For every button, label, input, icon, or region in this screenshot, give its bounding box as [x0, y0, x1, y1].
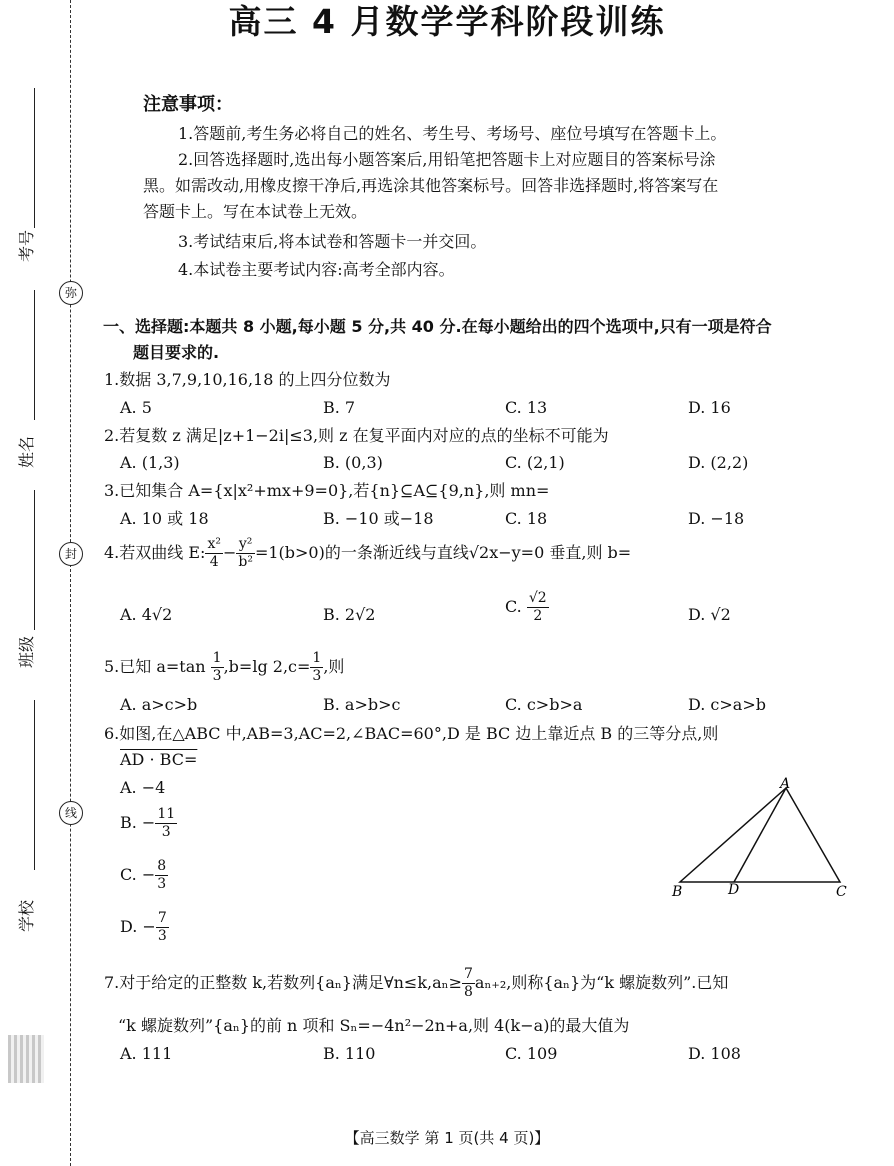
- q5-stem-post: ,则: [323, 657, 345, 676]
- notice-item-2b: 黑。如需改动,用橡皮擦干净后,再选涂其他答案标号。回答非选择题时,将答案写在: [143, 176, 719, 195]
- q5-frac1-num: 1: [212, 650, 222, 666]
- q5-frac2-den: 3: [312, 668, 322, 684]
- q7-option-c: C. 109: [505, 1044, 558, 1063]
- q2-option-d: D. (2,2): [688, 453, 749, 472]
- q2-stem: 2.若复数 z 满足|z+1−2i|≤3,则 z 在复平面内对应的点的坐标不可能为: [104, 426, 609, 445]
- q7-frac-den: 8: [463, 984, 473, 1000]
- q7-option-a: A. 111: [120, 1044, 173, 1063]
- q5-stem-mid: ,b=lg 2,c=: [223, 657, 311, 676]
- q4-c-den: 2: [533, 608, 543, 624]
- notice-item-3: 3.考试结束后,将本试卷和答题卡一并交回。: [178, 232, 487, 251]
- q5-option-b: B. a>b>c: [323, 695, 401, 714]
- q4-option-b: B. 2√2: [323, 605, 376, 624]
- q4-option-a: A. 4√2: [120, 605, 173, 624]
- q7-option-b: B. 110: [323, 1044, 376, 1063]
- q7-stem1-pre: 7.对于给定的正整数 k,若数列{aₙ}满足∀n≤k,aₙ≥: [104, 973, 462, 992]
- q3-option-d: D. −18: [688, 509, 745, 528]
- q5-frac1-den: 3: [212, 668, 222, 684]
- q1-option-a: A. 5: [120, 398, 152, 417]
- vertex-b-label: B: [672, 884, 683, 900]
- q4-fraction-1: [205, 536, 223, 571]
- q1-stem: 1.数据 3,7,9,10,16,18 的上四分位数为: [104, 370, 391, 389]
- q6-option-d-fraction: [156, 910, 169, 945]
- notice-item-2a: 2.回答选择题时,选出每小题答案后,用铅笔把答题卡上对应题目的答案标号涂: [178, 150, 716, 169]
- seal-mark-xian: 线: [59, 801, 83, 825]
- q5-frac2-num: 1: [312, 650, 322, 666]
- page-footer: 【高三数学 第 1 页(共 4 页)】: [344, 1129, 550, 1147]
- q4-option-c: [505, 590, 549, 625]
- notice-item-1: 1.答题前,考生务必将自己的姓名、考生号、考场号、座位号填写在答题卡上。: [178, 124, 727, 143]
- q6-d-num: 7: [157, 910, 167, 926]
- q5-stem-pre: 5.已知 a=tan: [104, 657, 206, 676]
- q3-option-a: A. 10 或 18: [120, 509, 209, 528]
- q6-option-b-prefix: B. −: [120, 813, 156, 832]
- q5-fraction-2: [310, 650, 323, 685]
- q7-stem-line1: [104, 966, 728, 1001]
- q4-frac2-den: b²: [238, 554, 253, 570]
- q7-stem1-post: aₙ₊₂,则称{aₙ}为“k 螺旋数列”.已知: [474, 973, 729, 992]
- q7-stem-line2: “k 螺旋数列”{aₙ}的前 n 项和 Sₙ=−4n²−2n+a,则 4(k−a)的最大值为: [118, 1016, 630, 1035]
- q6-option-a: A. −4: [120, 778, 166, 797]
- q6-option-b-fraction: [155, 806, 177, 841]
- q4-frac2-num: y²: [236, 536, 255, 554]
- notice-item-4: 4.本试卷主要考试内容:高考全部内容。: [178, 260, 455, 279]
- q6-option-c: [120, 858, 168, 893]
- q4-stem: [104, 536, 631, 571]
- vertex-a-label: A: [780, 776, 791, 792]
- exam-number-blank: [34, 88, 35, 228]
- vertex-c-label: C: [836, 884, 847, 900]
- seal-mark-feng: 封: [59, 542, 83, 566]
- q4-fraction-2: [236, 536, 255, 571]
- q2-option-c: C. (2,1): [505, 453, 565, 472]
- point-d-label: D: [728, 882, 740, 898]
- q4-minus: −: [222, 543, 237, 562]
- q5-fraction-1: [211, 650, 224, 685]
- q6-option-c-fraction: [155, 858, 168, 893]
- section-heading-line2: 题目要求的.: [133, 343, 220, 362]
- binding-dashed-line: [70, 0, 71, 1166]
- q3-stem: 3.已知集合 A={x|x²+mx+9=0},若{n}⊆A⊆{9,n},则 mn=: [104, 481, 550, 500]
- q1-option-b: B. 7: [323, 398, 356, 417]
- qr-code-watermark: [8, 1035, 44, 1083]
- q6-option-c-prefix: C. −: [120, 865, 156, 884]
- q6-c-den: 3: [157, 876, 167, 892]
- q1-option-c: C. 13: [505, 398, 548, 417]
- school-label: 学校: [17, 899, 36, 932]
- q4-frac1-num: x²: [207, 536, 221, 552]
- name-label: 姓名: [17, 435, 36, 468]
- q1-option-d: D. 16: [688, 398, 731, 417]
- q5-option-c: C. c>b>a: [505, 695, 583, 714]
- seal-mark-mi: 弥: [59, 281, 83, 305]
- q6-b-num: 11: [157, 806, 176, 822]
- q6-c-num: 8: [157, 858, 167, 874]
- q4-frac1-den: 4: [209, 554, 219, 570]
- q5-option-d: D. c>a>b: [688, 695, 766, 714]
- q2-option-b: B. (0,3): [323, 453, 383, 472]
- q4-option-c-prefix: C.: [505, 597, 522, 616]
- class-blank: [34, 490, 35, 630]
- triangle-figure: [668, 776, 858, 902]
- q6-stem-line2: AD · BC=: [120, 750, 198, 769]
- section-heading-line1: 一、选择题:本题共 8 小题,每小题 5 分,共 40 分.在每小题给出的四个选项中,只有一项是符合: [103, 317, 772, 336]
- section-heading: [103, 314, 863, 366]
- q4-stem-pre: 4.若双曲线 E:: [104, 543, 206, 562]
- q4-stem-post: =1(b>0)的一条渐近线与直线√2x−y=0 垂直,则 b=: [254, 543, 632, 562]
- q2-option-a: A. (1,3): [120, 453, 180, 472]
- q5-option-a: A. a>c>b: [120, 695, 198, 714]
- q6-b-den: 3: [161, 824, 171, 840]
- q6-d-den: 3: [157, 928, 167, 944]
- q5-stem: [104, 650, 344, 685]
- notice-heading: 注意事项：: [143, 94, 233, 115]
- q6-stem-line1: 6.如图,在△ABC 中,AB=3,AC=2,∠BAC=60°,D 是 BC 边上靠近点 B 的三等分点,则: [104, 724, 719, 743]
- q7-fraction: [462, 966, 475, 1001]
- q3-option-c: C. 18: [505, 509, 548, 528]
- q3-option-b: B. −10 或−18: [323, 509, 434, 528]
- exam-number-label: 考号: [17, 229, 36, 262]
- notice-item-2c: 答题卡上。写在本试卷上无效。: [143, 202, 368, 221]
- class-label: 班级: [17, 635, 36, 668]
- segment-ad: [734, 788, 786, 882]
- page-title: 高三 4 月数学学科阶段训练: [228, 2, 666, 41]
- q6-option-b: [120, 806, 177, 841]
- q4-c-num: √2: [528, 590, 547, 606]
- school-blank: [34, 700, 35, 870]
- name-blank: [34, 290, 35, 420]
- q7-option-d: D. 108: [688, 1044, 741, 1063]
- q6-option-d-prefix: D. −: [120, 917, 156, 936]
- q6-option-d: [120, 910, 169, 945]
- q4-option-c-fraction: [527, 590, 549, 625]
- q4-option-d: D. √2: [688, 605, 731, 624]
- q7-frac-num: 7: [463, 966, 473, 982]
